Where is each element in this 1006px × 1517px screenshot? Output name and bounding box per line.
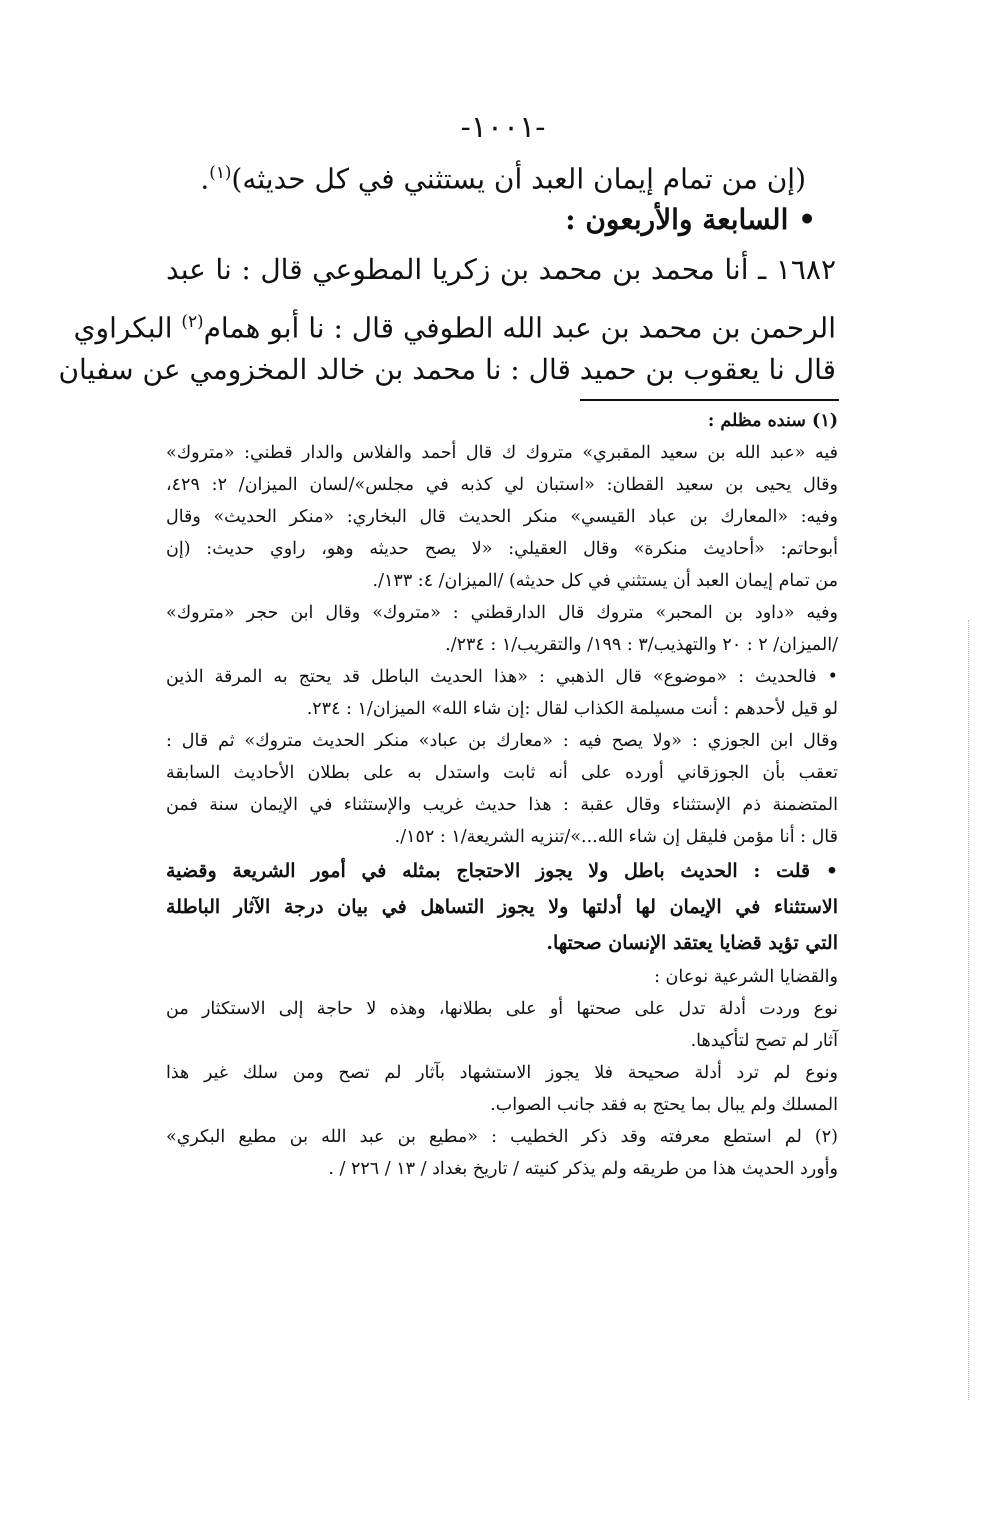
footnote-line: أبوحاتم: «أحاديث منكرة» وقال العقيلي: «لا يصح حديثه وهو، راوي حديث: (إن: [166, 539, 838, 559]
footnote-line: والقضايا الشرعية نوعان :: [654, 967, 838, 987]
footnote-line: فيه «عبد الله بن سعيد المقبري» متروك ك قال أحمد والفلاس والدار قطني: «متروك»: [166, 443, 838, 463]
footnote-line: المتضمنة ذم الإستثناء وقال عقبة : هذا حديث غريب والإستثناء في الإيمان سنة فمن: [166, 795, 838, 815]
footnote-line: • فالحديث : «موضوع» قال الذهبي : «هذا الحديث الباطل قد يحتج به المرقة الذين: [166, 667, 838, 687]
footnote-line: تعقب بأن الجوزقاني أورده على أنه ثابت واستدل به على بطلان الأحاديث السابقة: [166, 763, 838, 783]
footnote-2-line: وأورد الحديث هذا من طريقه ولم يذكر كنيته / تاريخ بغداد / ١٣ / ٢٢٦ / .: [328, 1159, 838, 1179]
footnote-line: وفيه: «المعارك بن عباد القيسي» منكر الحديث قال البخاري: «منكر الحديث» وقال: [166, 507, 838, 527]
footnote-divider: [580, 399, 839, 401]
author-comment-line: التي تؤيد قضايا يعتقد الإنسان صحتها.: [546, 932, 838, 954]
main-line-5: قال نا يعقوب بن حميد قال : نا محمد بن خالد المخزومي عن سفيان: [58, 353, 836, 386]
footnote-line: نوع وردت أدلة تدل على صحتها أو على بطلانها، وهذه لا حاجة إلى الاستكثار من: [166, 999, 838, 1019]
page-number: -١٠٠١-: [460, 110, 546, 145]
scan-edge-line: [968, 620, 969, 1400]
footnote-line: من تمام إيمان العبد أن يستثني في كل حديثه) /الميزان/ ٤: ١٣٣/.: [372, 571, 838, 591]
footnote-line: آثار لم تصح لتأكيدها.: [690, 1031, 838, 1051]
main-line-4: الرحمن بن محمد بن عبد الله الطوفي قال : نا أبو همام$^{(٢)}$ البكراوي: [73, 311, 836, 345]
main-line-3: ١٦٨٢ ـ أنا محمد بن محمد بن زكريا المطوعي قال : نا عبد: [166, 253, 836, 286]
footnote-ref-2: (٢): [181, 311, 204, 331]
footnotes: [166, 405, 838, 1185]
footnote-ref-1: (١): [209, 162, 232, 182]
footnote-line: وقال يحيى بن سعيد القطان: «استبان لي كذبه في مجلس»/لسان الميزان/ ٢: ٤٢٩،: [166, 475, 839, 495]
footnote-line: وقال ابن الجوزي : «ولا يصح فيه : «معارك بن عباد» منكر الحديث متروك» ثم قال :: [166, 731, 838, 751]
footnote-line: ونوع لم ترد أدلة صحيحة فلا يجوز الاستشهاد بآثار لم تصح ومن سلك غير هذا: [166, 1063, 838, 1083]
footnote-line: /الميزان/ ٢ : ٢٠ والتهذيب/٣ : ١٩٩/ والتقريب/١ : ٢٣٤/.: [445, 635, 838, 655]
author-comment-line: الاستثناء في الإيمان لها أدلتها ولا يجوز التساهل في بيان درجة الآثار الباطلة: [166, 896, 838, 918]
footnote-1-label: (١) سنده مظلم :: [707, 411, 838, 431]
footnote-line: قال : أنا مؤمن فليقل إن شاء الله...»/تنزيه الشريعة/١ : ١٥٢/.: [394, 827, 838, 847]
main-line-1: (إن من تمام إيمان العبد أن يستثني في كل حديثه)$^{(١)}$.: [200, 162, 806, 196]
section-heading: • السابعة والأربعون :: [565, 203, 816, 236]
footnote-line: المسلك ولم يبال بما يحتج به فقد جانب الصواب.: [490, 1095, 838, 1115]
footnote-2-line: (٢) لم استطع معرفته وقد ذكر الخطيب : «مطيع بن عبد الله بن مطيع البكري»: [166, 1127, 838, 1147]
author-comment-line: • قلت : الحديث باطل ولا يجوز الاحتجاج بمثله في أمور الشريعة وقضية: [166, 860, 838, 882]
footnote-line: وفيه «داود بن المحبر» متروك قال الدارقطني : «متروك» وقال ابن حجر «متروك»: [166, 603, 838, 623]
footnote-line: لو قيل لأحدهم : أنت مسيلمة الكذاب لقال :إن شاء الله» الميزان/١ : ٢٣٤.: [306, 699, 838, 719]
